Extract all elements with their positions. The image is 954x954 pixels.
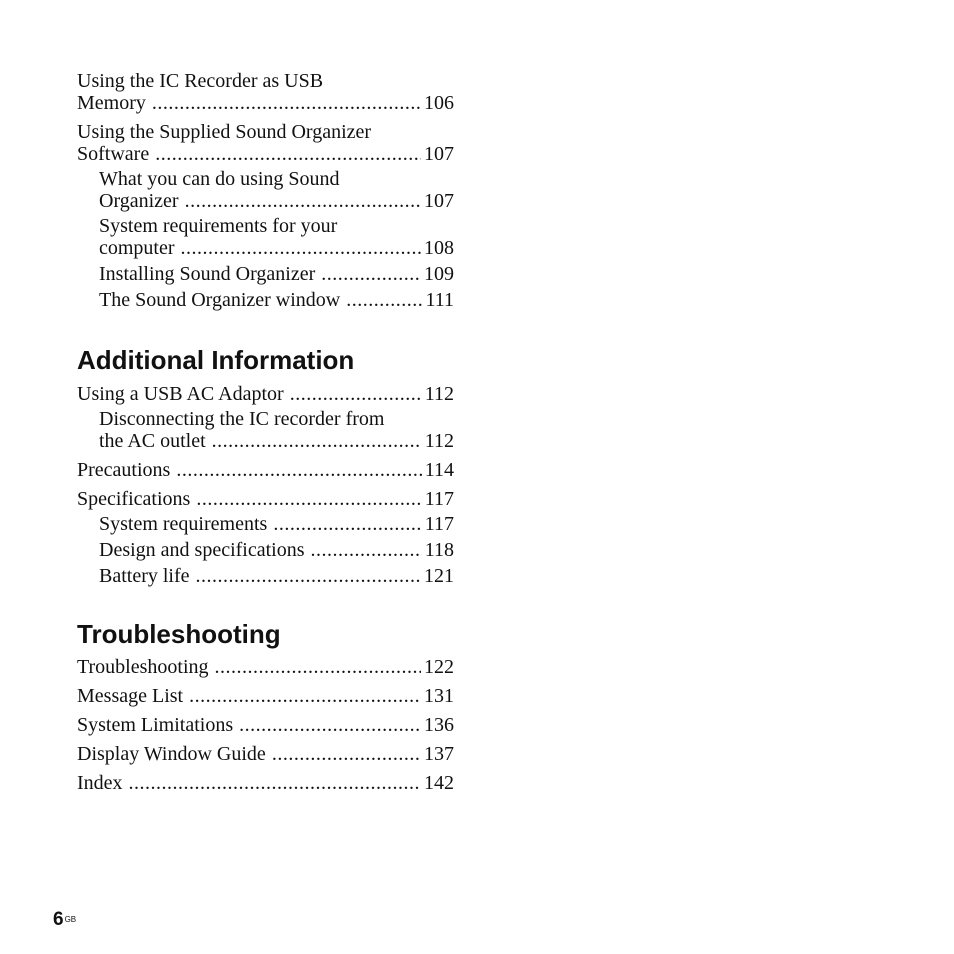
toc-entry-troubleshooting[interactable] — [77, 656, 454, 678]
toc-entry-text-line1: Using the IC Recorder as USB — [77, 70, 324, 92]
toc-entry-specifications[interactable] — [77, 488, 454, 510]
dot-leader — [273, 513, 421, 535]
dot-leader — [176, 459, 421, 481]
page-number: 6 — [53, 909, 64, 930]
toc-entry-text: Organizer — [99, 190, 179, 212]
toc-entry-precautions[interactable] — [77, 459, 454, 481]
toc-page-number: 122 — [424, 656, 454, 678]
toc-entry-text: Design and specifications — [99, 539, 305, 561]
toc-entry-text: Index — [77, 772, 123, 794]
toc-entry-text: Using a USB AC Adaptor — [77, 383, 284, 405]
toc-page-number: 111 — [425, 289, 454, 311]
toc-entry-text: Specifications — [77, 488, 191, 510]
toc-page-number: 106 — [424, 92, 454, 114]
toc-entry-sound-organizer-software[interactable] — [77, 121, 454, 165]
toc-entry-usb-memory[interactable] — [77, 70, 454, 114]
toc-entry-text: The Sound Organizer window — [99, 289, 341, 311]
toc-entry-text-line1: System requirements for your — [99, 215, 338, 237]
toc-entry-index[interactable] — [77, 772, 454, 794]
toc-entry-text: the AC outlet — [99, 430, 206, 452]
toc-page-number: 112 — [424, 430, 454, 452]
toc-entry-text-line1: Disconnecting the IC recorder from — [99, 408, 385, 430]
toc-page-number: 114 — [424, 459, 454, 481]
toc-entry-text: System Limitations — [77, 714, 234, 736]
dot-leader — [152, 92, 421, 114]
toc-page-number: 112 — [424, 383, 454, 405]
dot-leader — [346, 289, 422, 311]
section-heading-additional-information: Additional Information — [77, 345, 355, 375]
toc-entry-text: Message List — [77, 685, 184, 707]
toc-page-number: 131 — [424, 685, 454, 707]
toc-page-number: 136 — [424, 714, 454, 736]
toc-entry-installing-sound-organizer[interactable] — [77, 263, 454, 285]
dot-leader — [215, 656, 421, 678]
toc-page-number: 142 — [424, 772, 454, 794]
toc-page-number: 137 — [424, 743, 454, 765]
dot-leader — [311, 539, 422, 561]
toc-entry-text: Display Window Guide — [77, 743, 266, 765]
toc-page-number: 121 — [424, 565, 454, 587]
toc-entry-design-and-specifications[interactable] — [77, 539, 454, 561]
region-code: GB — [64, 915, 77, 924]
toc-entry-usb-ac-adaptor[interactable] — [77, 383, 454, 405]
toc-entry-sound-organizer-window[interactable] — [77, 289, 454, 311]
dot-leader — [185, 190, 421, 212]
section-heading-troubleshooting: Troubleshooting — [77, 619, 281, 649]
toc-entry-text: Precautions — [77, 459, 171, 481]
toc-entry-display-window-guide[interactable] — [77, 743, 454, 765]
dot-leader — [272, 743, 421, 765]
toc-entry-system-requirements-computer[interactable] — [77, 215, 454, 259]
toc-entry-system-limitations[interactable] — [77, 714, 454, 736]
toc-entry-text: computer — [99, 237, 175, 259]
toc-page-number: 107 — [424, 190, 454, 212]
toc-entry-system-requirements[interactable] — [77, 513, 454, 535]
dot-leader — [239, 714, 421, 736]
toc-entry-text: Battery life — [99, 565, 190, 587]
toc-entry-text-line1: What you can do using Sound — [99, 168, 340, 190]
toc-entry-text: Memory — [77, 92, 146, 114]
toc-page-number: 108 — [424, 237, 454, 259]
toc-page-number: 107 — [424, 143, 454, 165]
dot-leader — [181, 237, 421, 259]
toc-page-number: 118 — [424, 539, 454, 561]
dot-leader — [321, 263, 421, 285]
table-of-contents — [77, 70, 454, 794]
toc-entry-text-line1: Using the Supplied Sound Organizer — [77, 121, 372, 143]
toc-entry-battery-life[interactable] — [77, 565, 454, 587]
toc-page-number: 117 — [424, 513, 454, 535]
dot-leader — [129, 772, 421, 794]
dot-leader — [196, 565, 421, 587]
toc-entry-message-list[interactable] — [77, 685, 454, 707]
page-footer — [53, 909, 76, 931]
toc-entry-what-you-can-do[interactable] — [77, 168, 454, 212]
toc-entry-text: Installing Sound Organizer — [99, 263, 316, 285]
dot-leader — [196, 488, 421, 510]
dot-leader — [212, 430, 422, 452]
toc-entry-text: Software — [77, 143, 150, 165]
toc-page-number: 117 — [424, 488, 454, 510]
toc-entry-disconnecting-ic-recorder[interactable] — [77, 408, 454, 452]
toc-entry-text: System requirements — [99, 513, 268, 535]
dot-leader — [189, 685, 421, 707]
toc-entry-text: Troubleshooting — [77, 656, 209, 678]
dot-leader — [155, 143, 421, 165]
toc-page-number: 109 — [424, 263, 454, 285]
dot-leader — [290, 383, 422, 405]
